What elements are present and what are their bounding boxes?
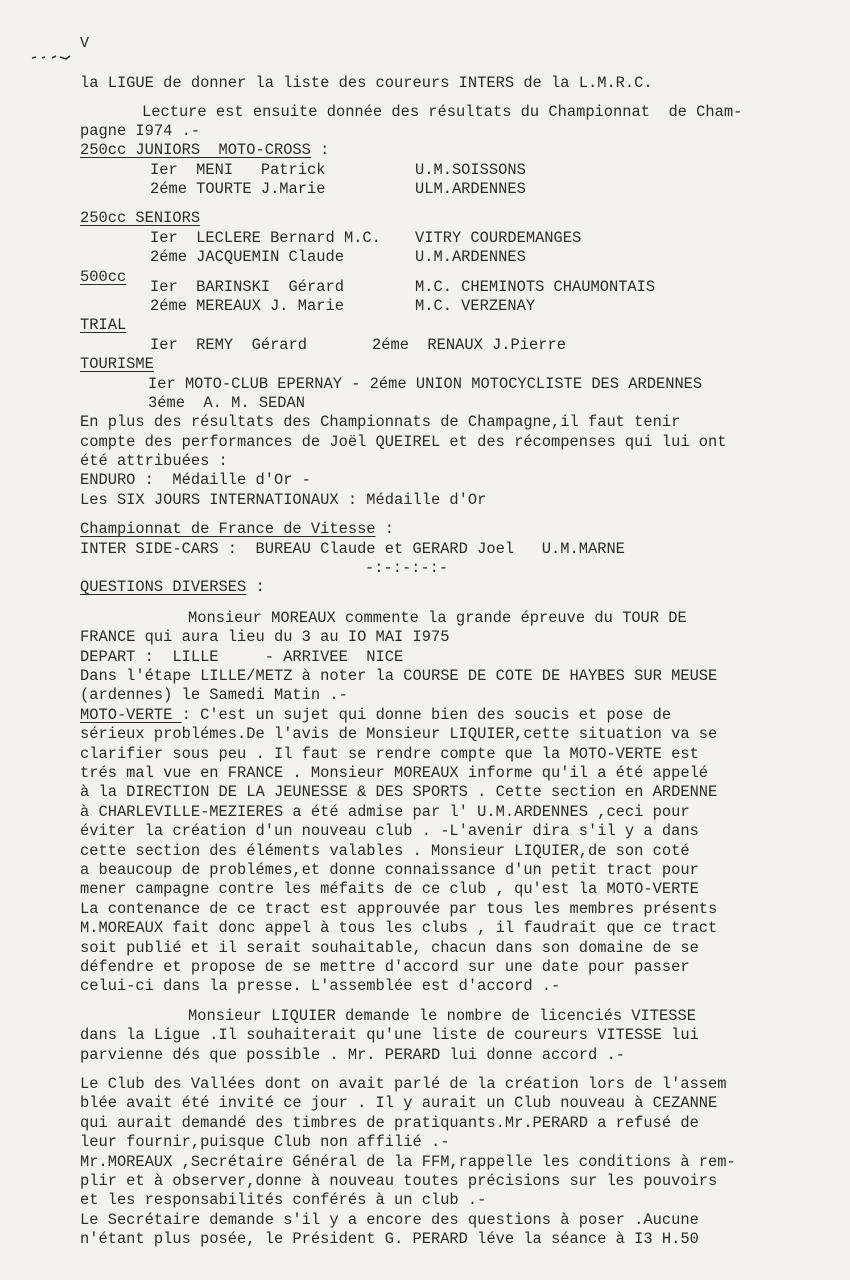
text-line: pagne I974 .- — [80, 122, 201, 140]
result-rider: Ier BARINSKI Gérard — [150, 278, 344, 296]
result-club: VITRY COURDEMANGES — [415, 229, 582, 247]
section-heading-juniors — [80, 141, 329, 160]
result-club: U.M.SOISSONS — [415, 161, 526, 179]
section-heading-trial: TRIAL — [80, 316, 127, 334]
text-line: sérieux problémes.De l'avis de Monsieur LIQUIER,cette situation va se — [80, 725, 718, 743]
result-rider: 2éme MEREAUX J. Marie — [150, 297, 344, 315]
text-line: Lecture est ensuite donnée des résultats du Championnat de Cham- — [142, 103, 743, 121]
text-line: a beaucoup de problémes,et donne connaissance d'un petit tract pour — [80, 861, 699, 879]
separator: -:-:-:-:- — [365, 559, 449, 577]
text-line: soit publié et il serait souhaitable, chacun dans son domaine de se — [80, 939, 699, 957]
text-line: trés mal vue en FRANCE . Monsieur MOREAUX informe qu'il a été appelé — [80, 764, 709, 782]
heading-text: QUESTIONS DIVERSES — [80, 578, 247, 596]
text-line: FRANCE qui aura lieu du 3 au IO MAI I975 — [80, 628, 450, 646]
text-line: n'étant plus posée, le Président G. PERARD léve la séance à I3 H.50 — [80, 1230, 699, 1248]
text-line: (ardennes) le Samedi Matin .- — [80, 686, 348, 704]
text-line: leur fournir,puisque Club non affilié .- — [80, 1133, 450, 1151]
heading-suffix: : — [310, 141, 330, 159]
section-heading-seniors: 250cc SENIORS — [80, 209, 201, 227]
text-line: plir et à observer,donne à nouveau toutes précisions sur les pouvoirs — [80, 1172, 718, 1190]
text-line: ENDURO : Médaille d'Or - — [80, 471, 311, 489]
section-heading-championnat — [80, 520, 394, 539]
text-line: Le Club des Vallées dont on avait parlé de la création lors de l'assem — [80, 1075, 727, 1093]
section-heading-tourisme: TOURISME — [80, 355, 154, 373]
result-rider: 2éme RENAUX J.Pierre — [372, 336, 566, 354]
text-line: mener campagne contre les méfaits de ce club , qu'est la MOTO-VERTE — [80, 880, 699, 898]
result-rider: Ier REMY Gérard — [150, 336, 308, 354]
text-line: la LIGUE de donner la liste des coureurs INTERS de la L.M.R.C. — [80, 74, 653, 92]
result-club: M.C. CHEMINOTS CHAUMONTAIS — [415, 278, 656, 296]
text-line: INTER SIDE-CARS : BUREAU Claude et GERARD Joel U.M.MARNE — [80, 540, 625, 558]
result-rider: Ier LECLERE Bernard M.C. — [150, 229, 381, 247]
heading-text: 250cc JUNIORS MOTO-CROSS — [80, 141, 311, 159]
moto-verte-line — [80, 706, 671, 725]
text-line: clarifier sous peu . Il faut se rendre compte que la MOTO-VERTE est — [80, 745, 699, 763]
heading-text: MOTO-VERTE — [80, 706, 182, 724]
ink-mark — [30, 50, 80, 62]
text-line: Monsieur MOREAUX commente la grande épreuve du TOUR DE — [188, 609, 687, 627]
text-line: dans la Ligue .Il souhaiterait qu'une liste de coureurs VITESSE lui — [80, 1026, 699, 1044]
text-line: Mr.MOREAUX ,Secrétaire Général de la FFM,rappelle les conditions à rem- — [80, 1153, 736, 1171]
text-line: et les responsabilités conférés à un club .- — [80, 1191, 487, 1209]
heading-text: Championnat de France de Vitesse — [80, 520, 376, 538]
text-line: éviter la création d'un nouveau club . -L'avenir dira s'il y a dans — [80, 822, 699, 840]
heading-suffix: : — [375, 520, 395, 538]
result-rider: 2éme JACQUEMIN Claude — [150, 248, 344, 266]
text-line: DEPART : LILLE - ARRIVEE NICE — [80, 648, 404, 666]
section-heading-500cc: 500cc — [80, 268, 127, 286]
text-line: défendre et propose de se mettre d'accord sur une date pour passer — [80, 958, 690, 976]
result-line: Ier MOTO-CLUB EPERNAY - 2éme UNION MOTOCYCLISTE DES ARDENNES — [148, 375, 703, 393]
text-line: celui-ci dans la presse. L'assemblée est d'accord .- — [80, 977, 561, 995]
text-line: La contenance de ce tract est approuvée par tous les membres présents — [80, 900, 718, 918]
text-line: M.MOREAUX fait donc appel à tous les clubs , il faudrait que ce tract — [80, 919, 718, 937]
result-club: ULM.ARDENNES — [415, 180, 526, 198]
text-line: à la DIRECTION DE LA JEUNESSE & DES SPORTS . Cette section en ARDENNE — [80, 783, 718, 801]
text-line: Le Secrétaire demande s'il y a encore des questions à poser .Aucune — [80, 1211, 699, 1229]
text-line: compte des performances de Joël QUEIREL et des récompenses qui lui ont — [80, 433, 727, 451]
result-rider: Ier MENI Patrick — [150, 161, 326, 179]
heading-suffix: : — [246, 578, 265, 596]
result-club: M.C. VERZENAY — [415, 297, 536, 315]
result-club: U.M.ARDENNES — [415, 248, 526, 266]
text-line: Les SIX JOURS INTERNATIONAUX : Médaille d'Or — [80, 491, 487, 509]
result-rider: 2éme TOURTE J.Marie — [150, 180, 326, 198]
text-line: En plus des résultats des Championnats de Champagne,il faut tenir — [80, 413, 681, 431]
text-line: blée avait été invité ce jour . Il y aurait un Club nouveau à CEZANNE — [80, 1094, 718, 1112]
text-line: : C'est un sujet qui donne bien des soucis et pose de — [181, 706, 672, 724]
text-line: été attribuées : — [80, 452, 228, 470]
text-line: Monsieur LIQUIER demande le nombre de licenciés VITESSE — [188, 1007, 696, 1025]
text-line: Dans l'étape LILLE/METZ à noter la COURSE DE COTE DE HAYBES SUR MEUSE — [80, 667, 718, 685]
page-mark: V — [80, 35, 90, 52]
text-line: parvienne dés que possible . Mr. PERARD lui donne accord .- — [80, 1046, 625, 1064]
result-line: 3éme A. M. SEDAN — [148, 394, 306, 412]
text-line: à CHARLEVILLE-MEZIERES a été admise par l' U.M.ARDENNES ,ceci pour — [80, 803, 690, 821]
section-heading-questions — [80, 578, 265, 597]
text-line: cette section des éléments valables . Monsieur LIQUIER,de son coté — [80, 842, 690, 860]
text-line: qui aurait demandé des timbres de pratiquants.Mr.PERARD a refusé de — [80, 1114, 699, 1132]
